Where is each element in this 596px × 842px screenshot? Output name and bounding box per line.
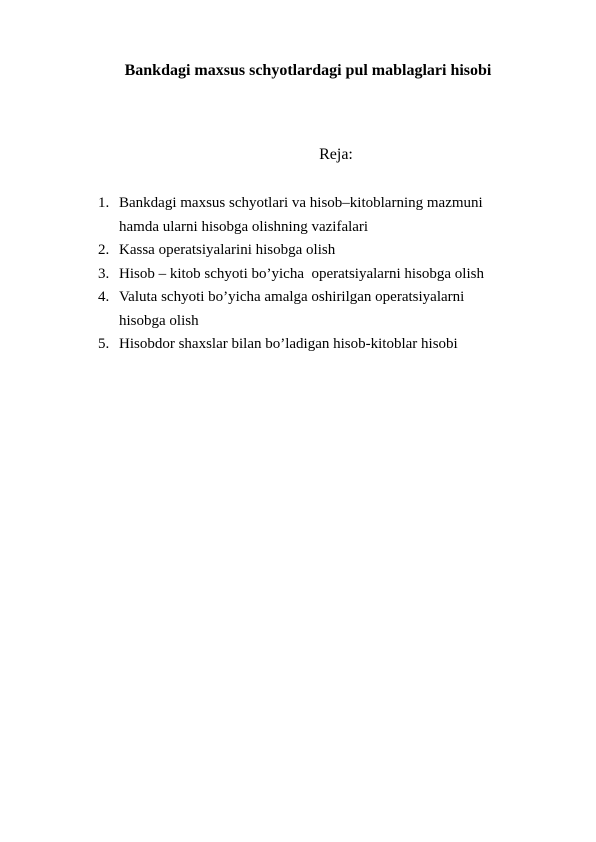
plan-item-3 [98, 263, 538, 287]
plan-item-number: 5. [98, 336, 110, 352]
plan-item-line: Hisobdor shaxslar bilan bo’ladigan hisob-kitoblar hisobi [119, 336, 458, 352]
plan-item-line: Valuta schyoti bo’yicha amalga oshirilgan operatsiyalarni [119, 289, 465, 305]
plan-item-1 [98, 192, 538, 239]
plan-item-5 [98, 333, 538, 357]
plan-item-number: 4. [98, 289, 110, 305]
plan-item-number: 3. [98, 265, 110, 282]
plan-list [98, 192, 538, 357]
plan-item-4 [98, 286, 538, 333]
plan-item-2 [98, 239, 538, 263]
plan-item-line: Kassa operatsiyalarini hisobga olish [119, 242, 336, 258]
plan-item-text [119, 239, 538, 263]
plan-item-line: hisobga olish [119, 312, 199, 329]
plan-item-line: Bankdagi maxsus schyotlari va hisob–kitoblarning mazmuni [119, 195, 483, 211]
plan-item-text [119, 286, 538, 333]
plan-item-line: Hisob – kitob schyoti bo’yicha operatsiyalarni hisobga olish [119, 265, 484, 282]
document-title: Bankdagi maxsus schyotlardagi pul mablaglari hisobi [124, 62, 492, 79]
plan-item-text [119, 192, 538, 239]
plan-heading: Reja: [319, 146, 353, 163]
plan-item-text [119, 263, 538, 287]
plan-item-line: hamda ularni hisobga olishning vazifalari [119, 218, 369, 235]
plan-item-text [119, 333, 538, 357]
plan-item-number: 1. [98, 195, 110, 211]
plan-item-number: 2. [98, 242, 110, 258]
